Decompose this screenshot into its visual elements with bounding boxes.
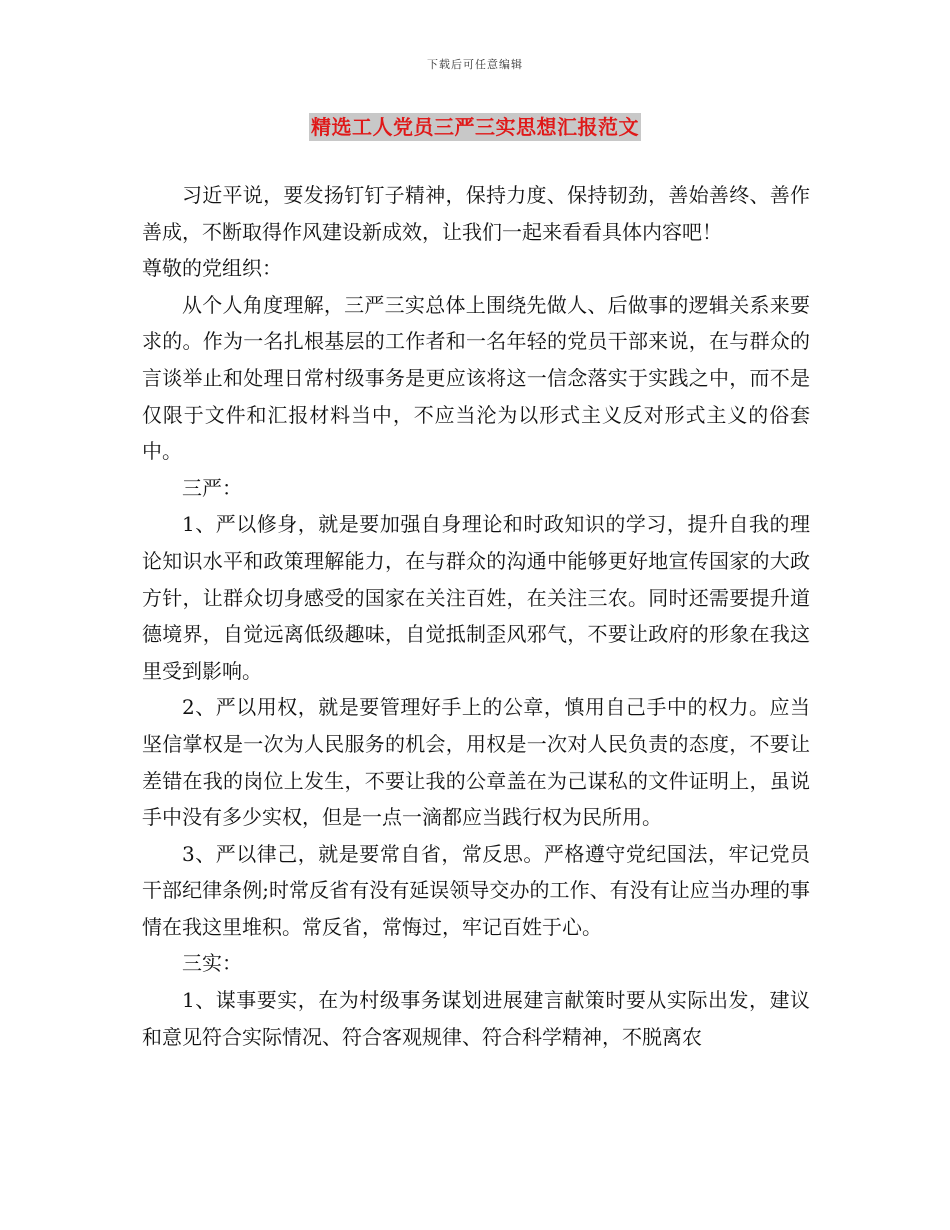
salutation: 尊敬的党组织：: [142, 256, 282, 281]
section-heading-three-practical: 三实：: [182, 951, 242, 976]
section-heading-three-strict: 三严：: [182, 475, 242, 500]
paragraph: 2、严以用权，就是要管理好手上的公章，慎用自己手中的权力。应当坚信掌权是一次为人民服务的机会，用权是一次对人民负责的态度，不要让差错在我的岗位上发生，不要让我的公章盖在为己谋私的文件证明上，虽说手中没有多少实权，但是一点一滴都应当践行权为民所用。: [142, 695, 810, 830]
paragraph: 习近平说，要发扬钉钉子精神，保持力度、保持韧劲，善始善终、善作善成，不断取得作风建设新成效，让我们一起来看看具体内容吧！: [142, 183, 810, 244]
paragraph: 从个人角度理解，三严三实总体上围绕先做人、后做事的逻辑关系来要求的。作为一名扎根基层的工作者和一名年轻的党员干部来说，在与群众的言谈举止和处理日常村级事务是更应该将这一信念落实于实践之中，而不是仅限于文件和汇报材料当中，不应当沦为以形式主义反对形式主义的俗套中。: [142, 292, 810, 464]
header-note: 下载后可任意编辑: [427, 58, 523, 71]
document-body: [142, 177, 810, 1055]
paragraph: 3、严以律己，就是要常自省，常反思。严格遵守党纪国法，牢记党员干部纪律条例;时常反省有没有延误领导交办的工作、有没有让应当办理的事情在我这里堆积。常反省，常悔过，牢记百姓于心。: [142, 841, 810, 939]
title-container: [0, 113, 950, 141]
paragraph: 1、严以修身，就是要加强自身理论和时政知识的学习，提升自我的理论知识水平和政策理解能力，在与群众的沟通中能够更好地宣传国家的大政方针，让群众切身感受的国家在关注百姓，在关注三农。同时还需要提升道德境界，自觉远离低级趣味，自觉抵制歪风邪气，不要让政府的形象在我这里受到影响。: [142, 512, 810, 683]
document-title: 精选工人党员三严三实思想汇报范文: [311, 115, 639, 139]
paragraph: 1、谋事要实，在为村级事务谋划进展建言献策时要从实际出发，建议和意见符合实际情况、符合客观规律、符合科学精神，不脱离农: [142, 988, 810, 1049]
